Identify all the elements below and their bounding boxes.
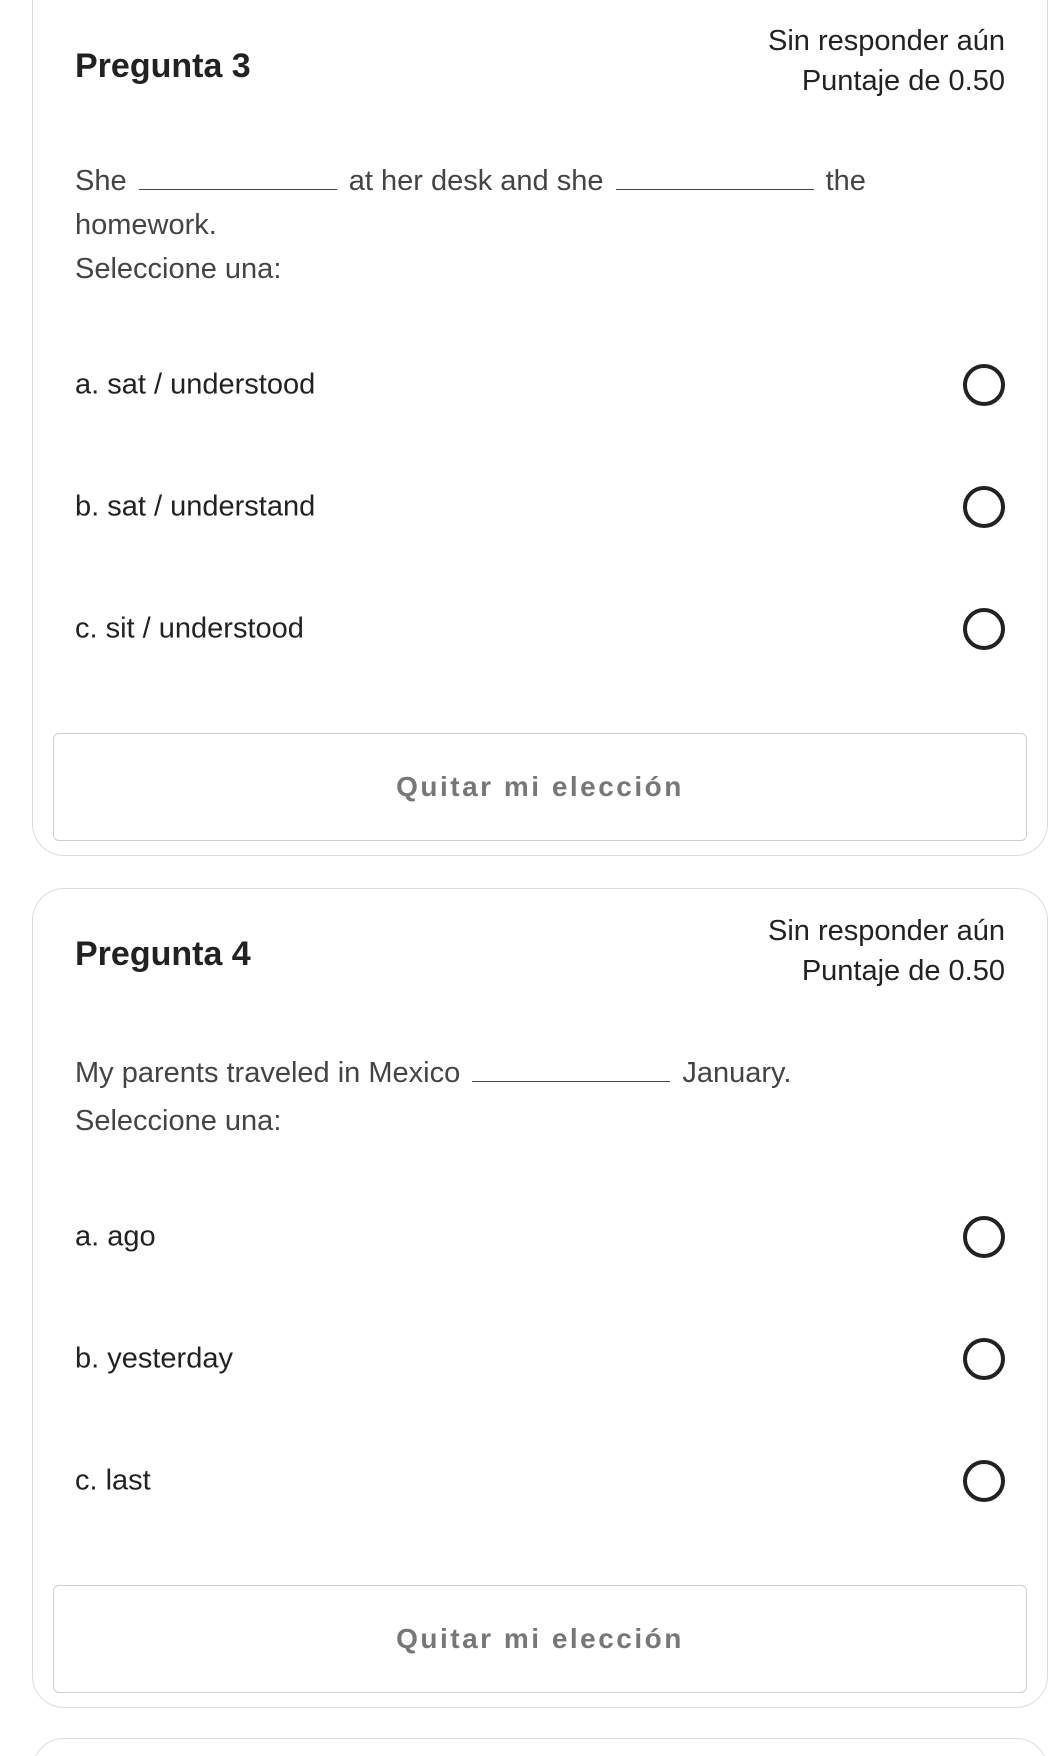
option-label: b. yesterday (75, 1342, 233, 1375)
question-title: Pregunta 3 (75, 47, 251, 85)
option-label: a. sat / understood (75, 368, 316, 401)
question-status (768, 911, 1005, 991)
question-title: Pregunta 4 (75, 935, 251, 973)
answer-blank (616, 159, 814, 190)
clear-choice-button[interactable]: Quitar mi elección (53, 1585, 1027, 1693)
score-label: Puntaje de 0.50 (801, 65, 1005, 97)
answer-blank (139, 159, 337, 190)
option-label: c. last (75, 1464, 151, 1497)
radio-button[interactable] (963, 1460, 1005, 1502)
answer-option-b[interactable] (33, 1319, 1047, 1399)
answer-status: Sin responder aún (768, 25, 1005, 57)
score-label: Puntaje de 0.50 (801, 955, 1005, 987)
instruction-text: Seleccione una: (75, 253, 282, 285)
radio-button[interactable] (963, 1338, 1005, 1380)
question-text-part: the homework. (75, 165, 866, 241)
question-text-part: January. (682, 1057, 792, 1089)
option-label: b. sat / understand (75, 490, 316, 523)
answer-blank (472, 1051, 670, 1082)
radio-button[interactable] (963, 364, 1005, 406)
question-text (75, 159, 1005, 247)
question-text-part: at her desk and she (348, 165, 604, 197)
option-label: c. sit / understood (75, 612, 304, 645)
answer-option-c[interactable] (33, 1441, 1047, 1521)
radio-button[interactable] (963, 608, 1005, 650)
question-text (75, 1051, 1005, 1095)
radio-button[interactable] (963, 1216, 1005, 1258)
answer-option-b[interactable] (33, 467, 1047, 547)
instruction-text: Seleccione una: (75, 1105, 282, 1137)
question-status (768, 21, 1005, 101)
answer-option-a[interactable] (33, 345, 1047, 425)
question-card-4 (32, 888, 1048, 1708)
answer-option-c[interactable] (33, 589, 1047, 669)
radio-button[interactable] (963, 486, 1005, 528)
clear-choice-button[interactable]: Quitar mi elección (53, 733, 1027, 841)
answer-status: Sin responder aún (768, 915, 1005, 947)
question-card-3 (32, 0, 1048, 856)
question-card-next (32, 1738, 1048, 1756)
question-text-part: My parents traveled in Mexico (75, 1057, 461, 1089)
option-label: a. ago (75, 1220, 156, 1253)
answer-option-a[interactable] (33, 1197, 1047, 1277)
question-text-part: She (75, 165, 127, 197)
